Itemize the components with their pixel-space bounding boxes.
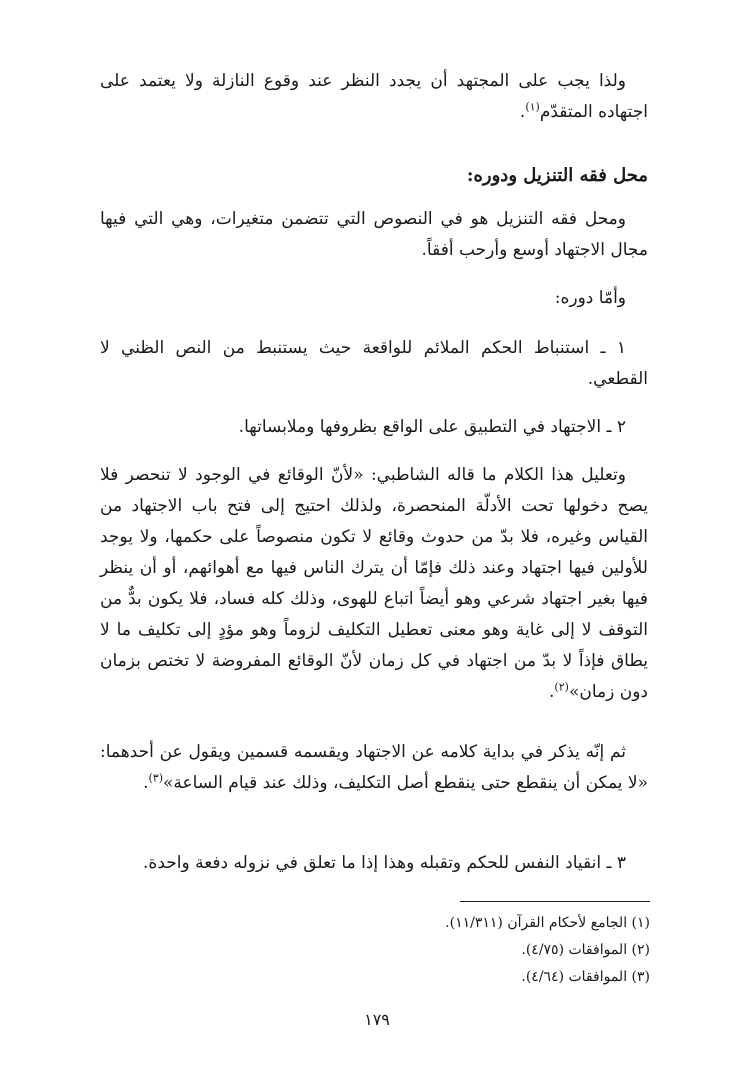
paragraph-shatibi-quote-text: وتعليل هذا الكلام ما قاله الشاطبي: «لأنّ الوقائع في الوجود لا تنحصر فلا يصح دخولها تحت الأدلّة المنحصرة، ولذلك احتيج إلى فتح باب الاجتهاد من القياس وغيره، فلا بدّ من حدوث وقائع لا تكون منصوصاً على حكمها، ولا يوجد للأولين فيها اجتهاد وعند ذلك فإمّا أن يترك الناس فيها مع أهوائهم، أو أن ينظر فيها بغير اجتهاد شرعي وهو أيضاً اتباع للهوى، وذلك كله فساد، فلا يكون بدٌّ من التوقف لا إلى غاية وهو معنى تعطيل التكليف لزوماً وهو مؤدٍ إلى تكليف ما لا يطاق فإذاً لا بدّ من اجتهاد في كل زمان لأنّ الوقائع المفروضة لا تختص بزمان دون زمان» — [100, 465, 648, 702]
section-heading: محل فقه التنزيل ودوره: — [466, 165, 648, 186]
paragraph-shatibi-quote: وتعليل هذا الكلام ما قاله الشاطبي: «لأنّ الوقائع في الوجود لا تنحصر فلا يصح دخولها تحت الأدلّة المنحصرة، ولذلك احتيج إلى فتح باب الاجتهاد من القياس وغيره، فلا بدّ من حدوث وقائع لا تكون منصوصاً على حكمها، ولا يوجد للأولين فيها اجتهاد وعند ذلك فإمّا أن يترك الناس فيها مع أهوائهم، أو أن ينظر فيها بغير اجتهاد شرعي وهو أيضاً اتباع للهوى، وذلك كله فساد، فلا يكون بدٌّ من التوقف لا إلى غاية وهو معنى تعطيل التكليف لزوماً وهو مؤدٍ إلى تكليف ما لا يطاق فإذاً لا بدّ من اجتهاد في كل زمان لأنّ الوقائع المفروضة لا تختص بزمان دون زمان»$^{(٢)}$. — [100, 465, 648, 702]
paragraph-role-intro: وأمّا دوره: — [554, 288, 626, 308]
footnote-ref-1: (١) — [525, 100, 540, 114]
footnotes — [300, 910, 650, 991]
page-number: ١٧٩ — [364, 1010, 390, 1029]
footnote-ref-3: (٣) — [148, 771, 163, 785]
footnote-ref-2: (٢) — [554, 680, 569, 694]
footnote-3: (٣) الموافقات (٤/٦٤). — [521, 969, 650, 985]
paragraph-ijtihad-division: ثم إنّه يذكر في بداية كلامه عن الاجتهاد ويقسمه قسمين ويقول عن أحدهما: «لا يمكن أن ينقطع حتى ينقطع أصل التكليف، وذلك عند قيام الساعة»$^{(٣)}$. — [100, 742, 648, 793]
list-item-1: ١ ـ استنباط الحكم الملائم للواقعة حيث يستنبط من النص الظني لا القطعي. — [100, 338, 648, 389]
footnote-2: (٢) الموافقات (٤/٧٥). — [521, 942, 650, 958]
paragraph-renewal: ولذا يجب على المجتهد أن يجدد النظر عند وقوع النازلة ولا يعتمد على اجتهاده المتقدّم$^{(١)}$. — [100, 71, 648, 122]
paragraph-ijtihad-division-text: ثم إنّه يذكر في بداية كلامه عن الاجتهاد ويقسمه قسمين ويقول عن أحدهما: «لا يمكن أن ينقطع حتى ينقطع أصل التكليف، وذلك عند قيام الساعة» — [100, 742, 648, 793]
paragraph-renewal-text: ولذا يجب على المجتهد أن يجدد النظر عند وقوع النازلة ولا يعتمد على اجتهاده المتقدّم — [100, 71, 648, 122]
list-item-3: ٣ ـ انقياد النفس للحكم وتقبله وهذا إذا ما تعلق في نزوله دفعة واحدة. — [143, 853, 626, 873]
footnote-1: (١) الجامع لأحكام القرآن (١١/٣١١). — [445, 915, 650, 931]
footnote-divider — [460, 901, 650, 902]
list-item-2: ٢ ـ الاجتهاد في التطبيق على الواقع بظروفها وملابساتها. — [238, 417, 626, 437]
paragraph-scope: ومحل فقه التنزيل هو في النصوص التي تتضمن متغيرات، وهي التي فيها مجال الاجتهاد أوسع وأرحب أفقاً. — [100, 209, 648, 260]
